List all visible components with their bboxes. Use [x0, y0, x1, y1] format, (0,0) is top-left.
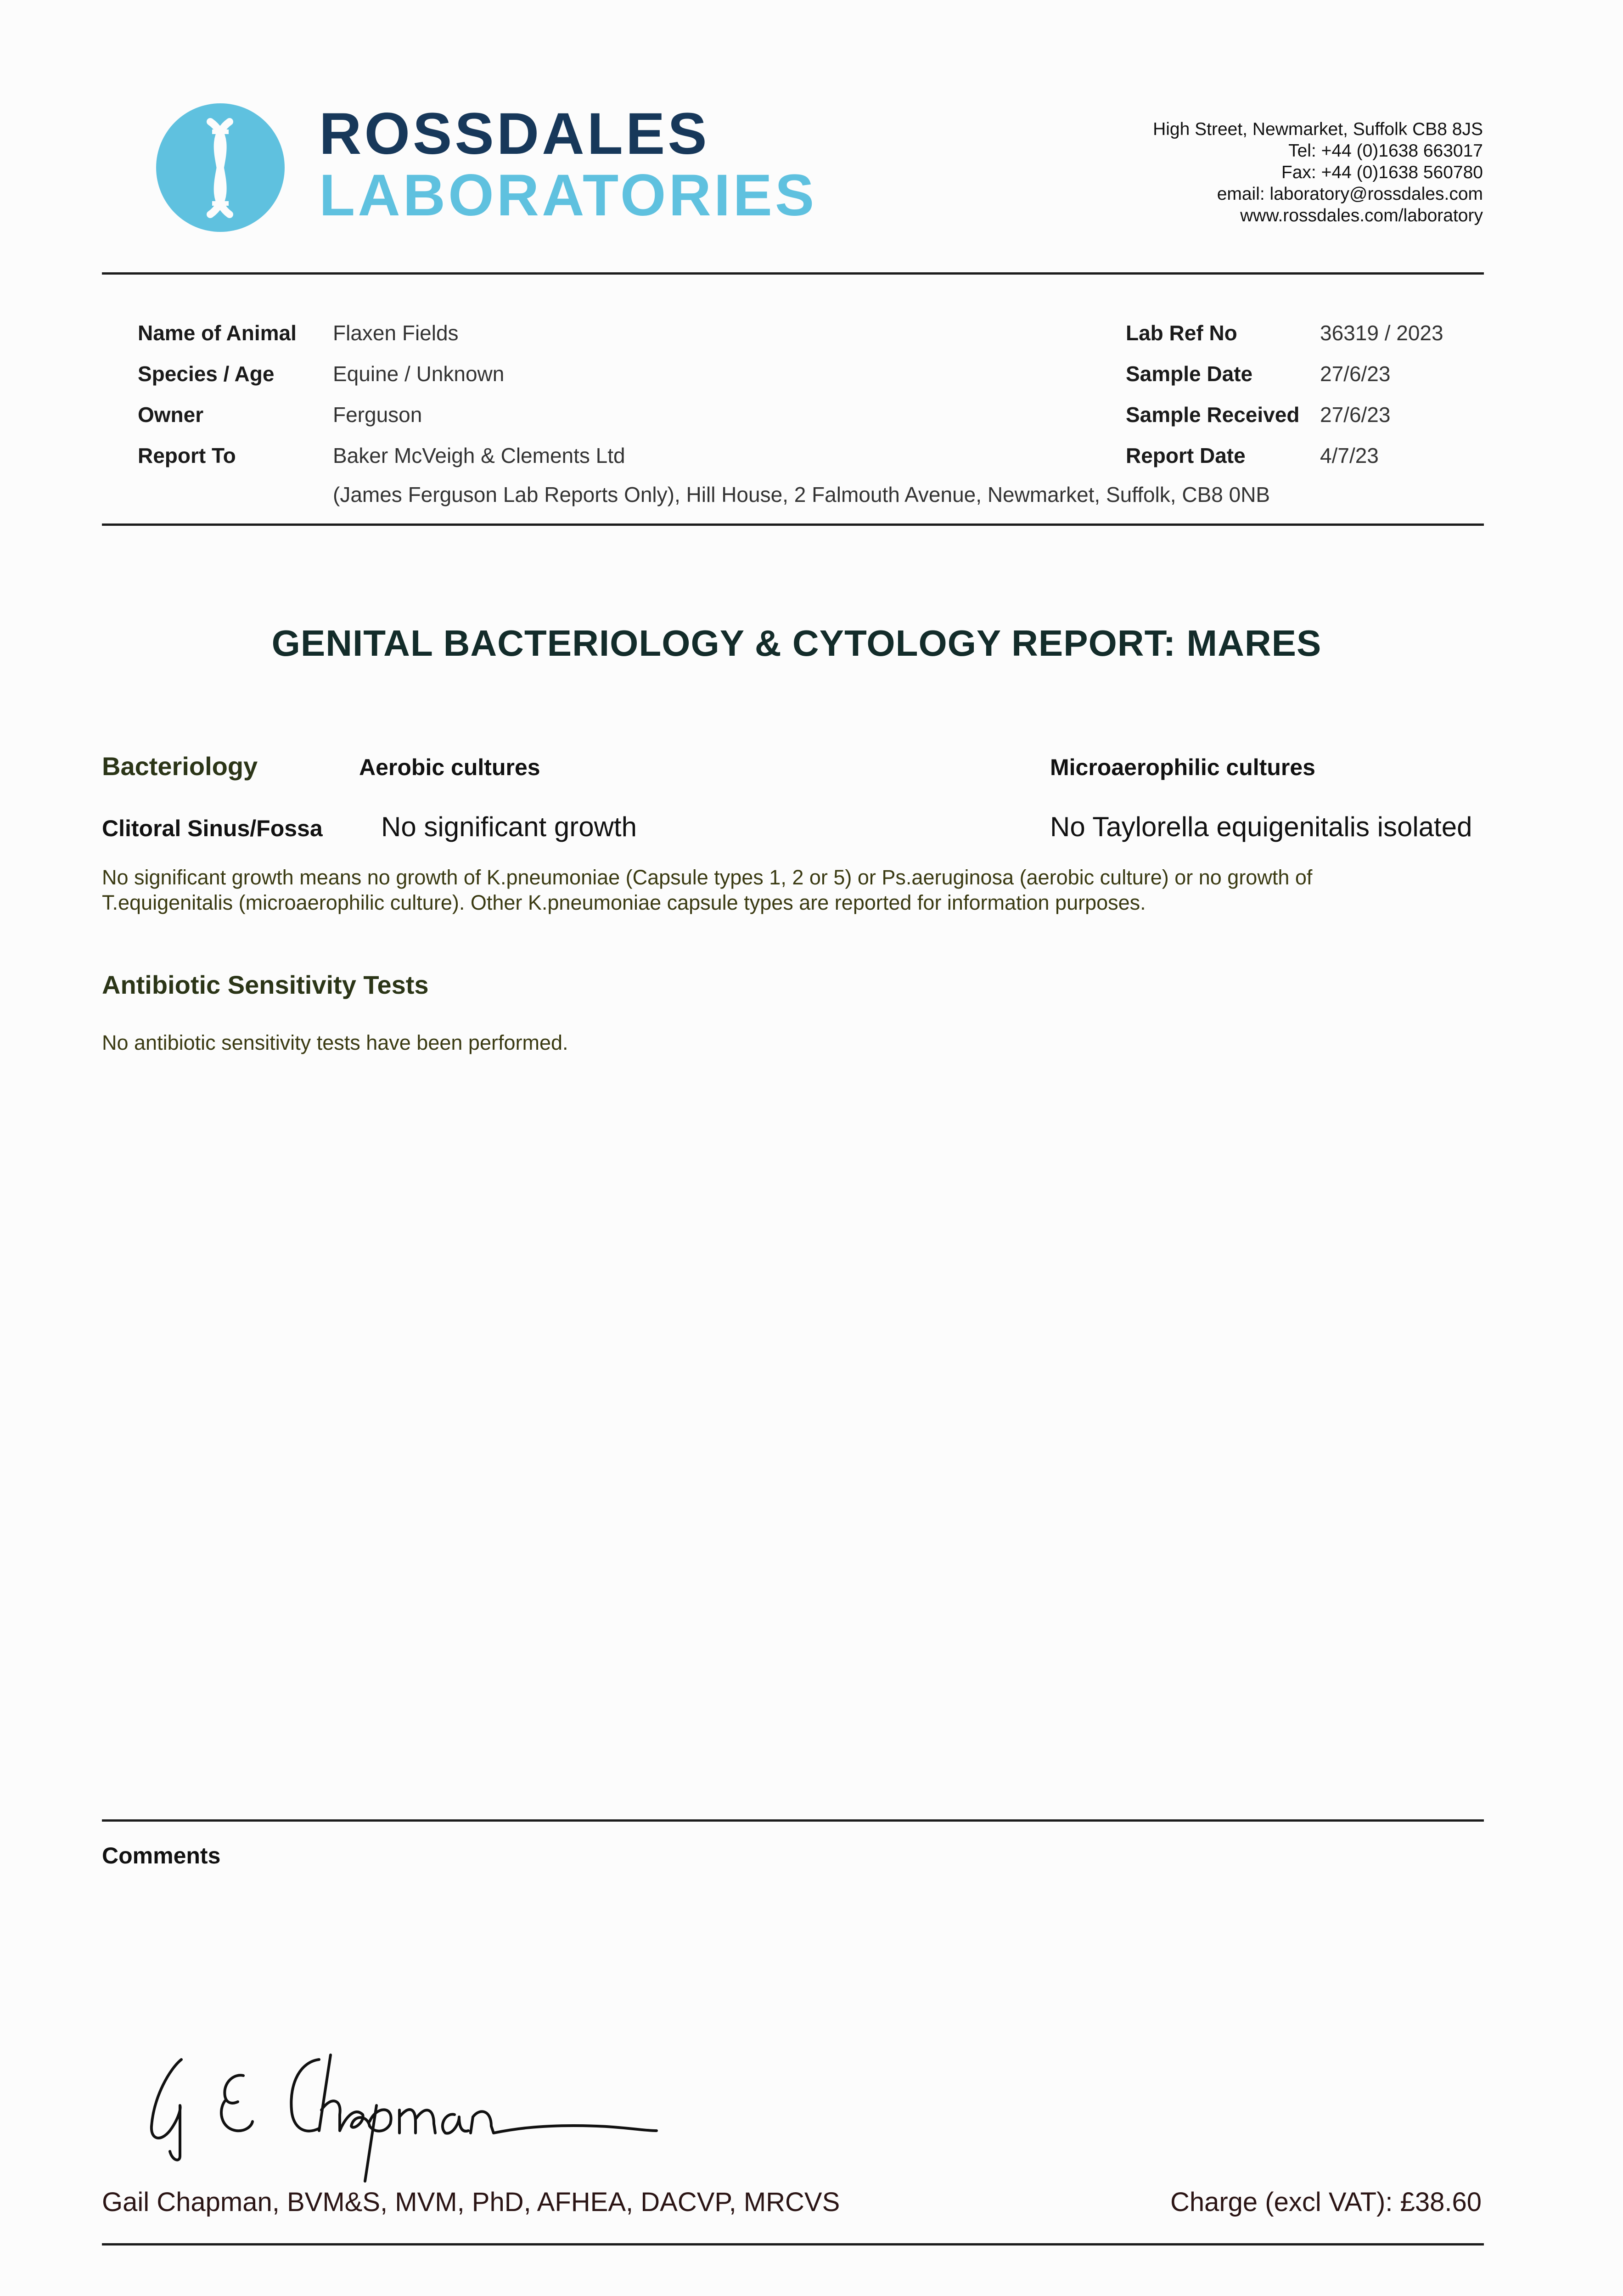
- name-of-animal-value: Flaxen Fields: [333, 321, 459, 345]
- contact-email[interactable]: email: laboratory@rossdales.com: [1217, 184, 1483, 204]
- handwritten-signature: [138, 2041, 666, 2193]
- comments-divider: [102, 1819, 1484, 1822]
- species-age-label: Species / Age: [138, 362, 275, 386]
- contact-address: High Street, Newmarket, Suffolk CB8 8JS: [1153, 119, 1483, 139]
- report-date-value: 4/7/23: [1320, 444, 1379, 467]
- comments-label: Comments: [102, 1843, 221, 1868]
- contact-block: [1153, 118, 1483, 226]
- signatory-name: Gail Chapman, BVM&S, MVM, PhD, AFHEA, DACVP, MRCVS: [102, 2187, 840, 2217]
- contact-fax: Fax: +44 (0)1638 560780: [1281, 163, 1483, 182]
- footer-divider: [102, 2243, 1484, 2245]
- owner-value: Ferguson: [333, 403, 422, 427]
- brand-name-line2: LABORATORIES: [319, 163, 817, 228]
- species-age-value: Equine / Unknown: [333, 362, 505, 386]
- microaerophilic-result: No Taylorella equigenitalis isolated: [1050, 811, 1472, 842]
- microaerophilic-cultures-heading: Microaerophilic cultures: [1050, 754, 1315, 780]
- sample-received-value: 27/6/23: [1320, 403, 1391, 427]
- owner-label: Owner: [138, 403, 204, 427]
- contact-website[interactable]: www.rossdales.com/laboratory: [1240, 206, 1483, 225]
- charge-amount: Charge (excl VAT): £38.60: [1170, 2187, 1482, 2217]
- name-of-animal-label: Name of Animal: [138, 321, 297, 345]
- contact-tel: Tel: +44 (0)1638 663017: [1288, 141, 1483, 161]
- note-line-2: T.equigenitalis (microaerophilic culture). Other K.pneumoniae capsule types are reported for information purposes.: [102, 891, 1146, 914]
- aerobic-result: No significant growth: [381, 811, 637, 842]
- info-divider: [102, 523, 1484, 526]
- lab-ref-value: 36319 / 2023: [1320, 321, 1443, 345]
- sensitivity-text: No antibiotic sensitivity tests have been performed.: [102, 1031, 568, 1054]
- dna-logo-icon: [156, 103, 285, 232]
- lab-ref-label: Lab Ref No: [1126, 321, 1237, 345]
- aerobic-cultures-heading: Aerobic cultures: [359, 754, 540, 780]
- report-to-value: Baker McVeigh & Clements Ltd: [333, 444, 625, 467]
- report-date-label: Report Date: [1126, 444, 1246, 467]
- header-divider: [102, 272, 1484, 275]
- sample-date-value: 27/6/23: [1320, 362, 1391, 386]
- brand-name-line1: ROSSDALES: [319, 101, 710, 167]
- sensitivity-heading: Antibiotic Sensitivity Tests: [102, 970, 429, 999]
- bacteriology-note: [102, 865, 1479, 915]
- report-title: GENITAL BACTERIOLOGY & CYTOLOGY REPORT: MARES: [271, 623, 1322, 664]
- report-to-label: Report To: [138, 444, 236, 467]
- note-line-1: No significant growth means no growth of K.pneumoniae (Capsule types 1, 2 or 5) or Ps.aeruginosa (aerobic culture) or no growth of: [102, 866, 1313, 889]
- sample-received-label: Sample Received: [1126, 403, 1300, 427]
- sample-date-label: Sample Date: [1126, 362, 1253, 386]
- report-to-address: (James Ferguson Lab Reports Only), Hill House, 2 Falmouth Avenue, Newmarket, Suffolk, CB8 0NB: [333, 483, 1270, 506]
- bacteriology-heading: Bacteriology: [102, 752, 258, 781]
- sample-site-label: Clitoral Sinus/Fossa: [102, 816, 323, 841]
